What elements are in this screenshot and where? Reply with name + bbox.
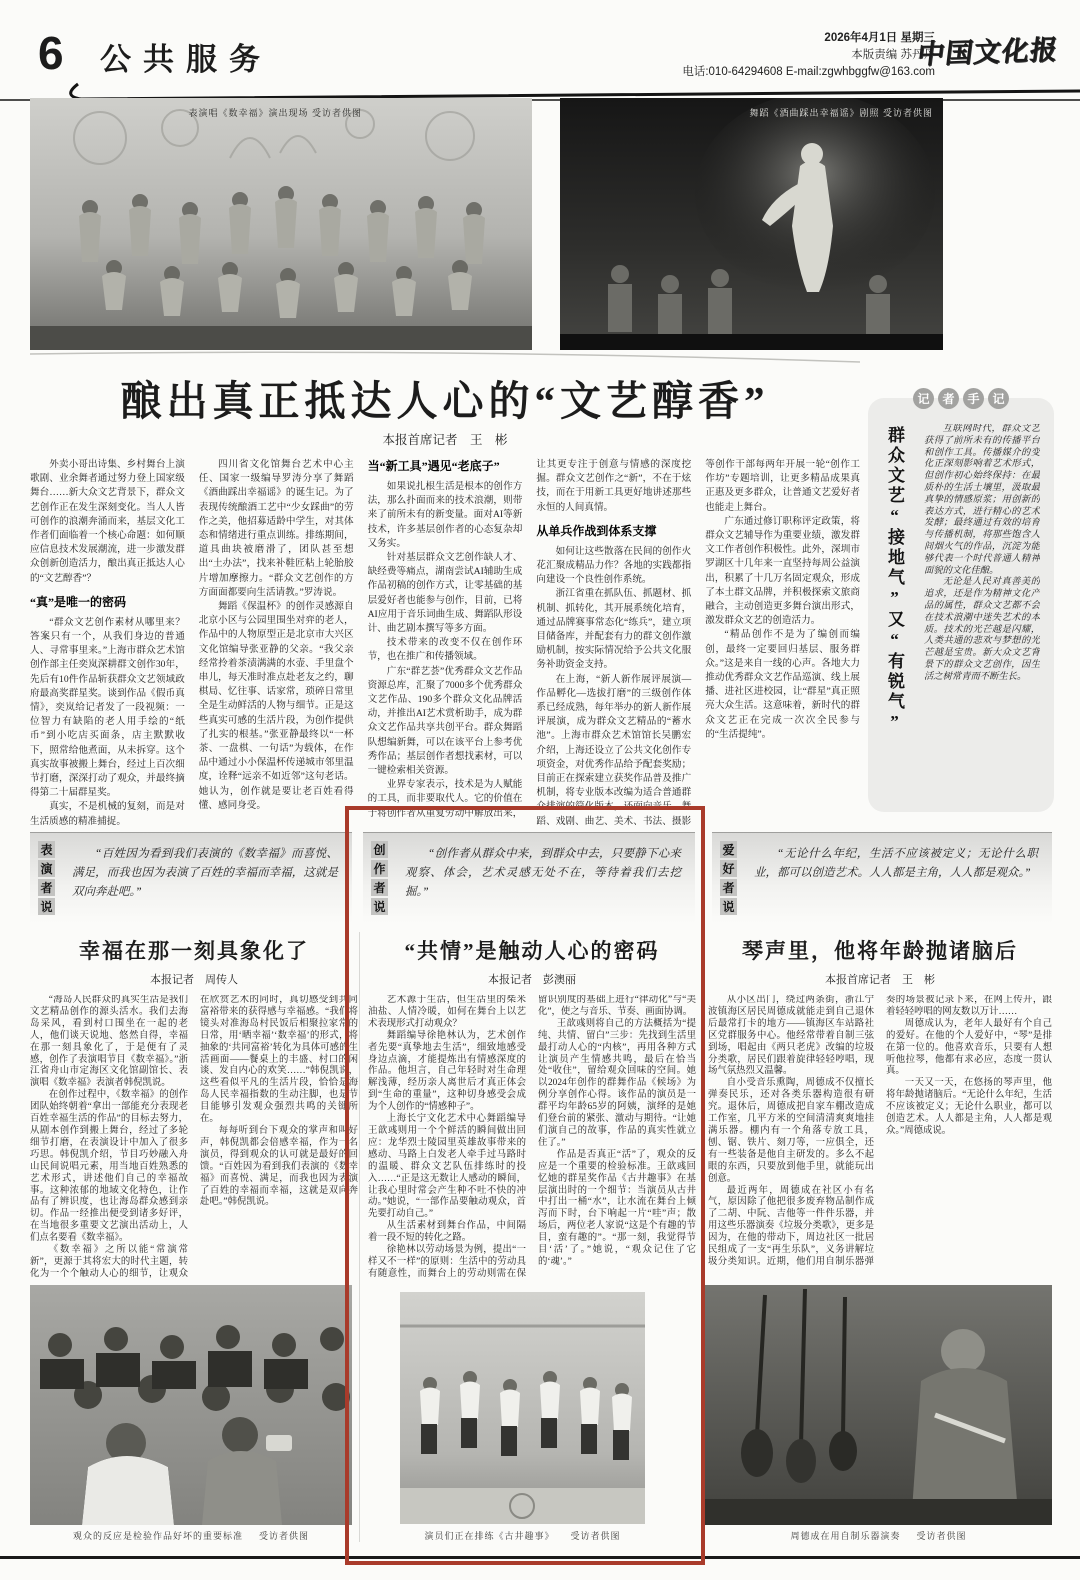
label-char: 好 — [720, 860, 737, 877]
workshop-illustration — [705, 1285, 1052, 1525]
bottom-right-caption — [705, 1529, 1052, 1542]
paragraph: 四川省文化馆舞台艺术中心主任、国家一级编导罗涛分享了舞蹈《酒曲踩出幸福谣》的诞生记。为了表现传统酿酒工艺中“少女踩曲”的劳作之美，他招募适龄中学生，对其体态和情绪进行重点训练。排练期间，道具曲块被磨滑了，团队甚至想出“土办法”，找来补鞋匠粘上轮胎胶片增加摩擦力。“群众文艺创作的方方面面都要向生活请教。”罗涛说。 — [198, 459, 354, 598]
section-subhead: 从单兵作战到体系支撑 — [536, 523, 657, 538]
page-number: 6 — [38, 27, 64, 79]
paragraph: 浙江省重在抓队伍、抓题材、抓机制、抓转化，其开展系统化培育，通过品牌赛事常态化“练兵”，建立项目储备库，并配套有力的群文创作激励机制，按实际情况给予公共文化服务补助资金支持。 — [536, 588, 692, 671]
paragraph: 外卖小哥出诗集、乡村舞台上演歌剧、业余舞者通过努力登上国家级舞台……新大众文艺背景下，群众文艺创作正在发生深刻变化。当人人皆可创作的浪潮奔涌而来，基层文化工作者们面临着一个核心命题：如何顺应信息技术发展潮流，进一步激发群众创新创造活力，酿出真正抵达人心的“文艺醇香”？ — [30, 459, 185, 584]
paragraph: 徐艳林以劳动场景为例，提出“一样又不一样”的原则：生活中的劳动具有随意性，而舞台上的劳动则需在保留识别度的基础上进行“律动化”与“美化”，使之与音乐、节奏、画面协调。 — [368, 995, 696, 1279]
editor-line: 本版责编 苏丹丹 — [851, 49, 935, 61]
paragraph: 从生活素材到舞台作品，中间隔着一段不短的转化之路。 — [368, 1221, 526, 1244]
paragraph: “群众文艺创作素材从哪里来？答案只有一个，从我们身边的普通人、寻常事里来。”上海市群众艺术馆创作部主任奕岚深耕群文创作30年，先后有10件作品斩获群众文艺领域政府最高奖群星奖。谈到作品《假币真情》，奕岚给记者发了一段视频：一位智力有缺陷的老人用手绘的“纸币”到小吃店买面条，店主默默收下，照常给他煮面，从未拆穿。这个真实故事被搬上舞台，经过上百次细节打磨，深深打动了观众，并最终摘得第二十届群星奖。 — [30, 616, 185, 799]
article-body — [708, 995, 1052, 1283]
page-bottom-rule — [0, 1556, 1080, 1559]
main-article-body — [30, 458, 860, 830]
caption-credit: 受访者供图 — [570, 1531, 621, 1541]
paragraph: 业界专家表示，技术是为人赋能的工具，而非要取代人。它的价值在于将创作者从重复劳动中解放出来，让其更专注于创意与情感的深度挖掘。群众文艺创作之“新”，不在于炫技，而在于用新工具更好地讲述那些永恒的人间真情。 — [367, 459, 692, 819]
dance-illustration — [560, 98, 943, 350]
section-subhead: 当“新工具”遇见“老底子” — [367, 459, 500, 473]
paragraph: 艺术源于生活，但生活里的柴米油盐、人情冷暖，如何在舞台上以艺术表现形式打动观众？ — [368, 995, 526, 1029]
paragraph: “海岛人民群众的真实生活是我们文艺精品创作的源头活水。我们去海岛采风，看到村口围坐在一起的老人，他们谈天说地、悠然自得，幸福在那一刻具象化了，于是便有了灵感，创作了表演唱节目《数幸福》。”浙江省舟山市定海区文化馆副馆长、表演唱《数幸福》表演者韩倪凯说。 — [30, 995, 188, 1089]
article-empathy — [368, 935, 696, 1285]
label-char: 者 — [720, 879, 737, 896]
label-char: 创 — [371, 841, 388, 858]
paragraph: 在创作过程中，《数幸福》的创作团队始终朝着“拿出一部能充分表现老百姓幸福生活的作品”的目标去努力，从剧本创作到搬上舞台，经过了多轮细节打磨，在表演设计中加入了很多巧思。韩倪凯介绍，节目巧妙融入舟山民间说唱元素，用当地百姓熟悉的艺术形式，讲述他们自己的幸福故事。这种浓郁的地域文化特色，让作品有了辨识度，也让海岛群众感到亲切。作品一经推出便受到诸多好评，在当地很多重要文艺演出活动上，人们点名要看《数幸福》。 — [30, 1090, 188, 1244]
badge-char: 者 — [938, 388, 959, 409]
paragraph: 每每听到台下观众的掌声和叫好声，韩倪凯都会倍感幸福，作为一名演员，得到观众的认可就是最好的回馈。“百姓因为看到我们表演的《数幸福》而喜悦、满足，而我也因为表演了百姓的幸福而幸福，这就是双向奔赴吧。”韩倪凯说。 — [200, 1125, 358, 1208]
paragraph: 舞蹈编导徐艳林认为，艺术创作者先要“真挚地去生活”，细致地感受身边点滴，才能提炼出有情感深度的作品。他坦言，自己年轻时对生命理解浅薄，经历亲人离世后才真正体会到“生命的重量”，这种切身感受会成为个人创作的“情感种子”。 — [368, 1030, 526, 1113]
photo-dance-drama — [560, 98, 943, 350]
audience-illustration — [30, 1285, 352, 1525]
header-info — [560, 30, 935, 81]
paragraph: 广东通过修订职称评定政策，将群众文艺辅导作为重要业绩，激发群文工作者创作积极性。此外，深圳市罗湖区十几年来一直坚持每周公益演出，积累了十几万名固定观众，形成了本土群文品牌，并积极探索文旅商融合，主动创造更多舞台演出形式，激发群众文艺的创造活力。 — [705, 515, 860, 627]
label-char: 作 — [371, 860, 388, 877]
article-title: 琴声里，他将年龄抛诸脑后 — [742, 939, 1018, 963]
main-headline: 酿出真正抵达人心的“文艺醇香” — [120, 378, 770, 424]
performer-label — [38, 841, 55, 915]
quote-box-enthusiast — [712, 832, 1052, 923]
performer-quote: “百姓因为看到我们表演的《数幸福》而喜悦、满足，而我也因为表演了百姓的幸福而幸福，这就是双向奔赴吧。” — [72, 848, 338, 898]
paragraph: 周德成认为，老年人最好有个自己的爱好。在他的个人爱好中，“琴”是排在第一位的。他喜欢音乐，只要有人想听他拉琴，他都有求必应，态度一贯认真。 — [886, 1018, 1052, 1077]
label-char: 者 — [371, 879, 388, 896]
paragraph: 上海长宁文化艺术中心舞蹈编导王歆彧则用一个个鲜活的瞬间做出回应：龙华烈士陵园里英雄故事带来的感动、马路上白发老人牵手过马路时的温暖、群众文艺队伍排练时的投入……“正是这无数让人感动的瞬间，让我心里时常会产生种不吐不快的冲动。”她说，“一部作品要触动观众，首先要打动自己。” — [368, 1114, 526, 1220]
article-byline: 本报记者 周传人 — [150, 974, 238, 986]
choir-illustration — [30, 98, 532, 350]
paragraph: 在上海，“新人新作展评展演—作品孵化—选拔打磨”的三级创作体系已经成熟，每年举办的新人新作展评展演，成为群众文艺精品的“蓄水池”。上海市群众艺术馆馆长吴鹏宏介绍，上海还设立了公共文化创作专项资金，对优秀作品给予配套奖励；目前正在探索建立获奖作品普及推广机制，将专业版本改编为适合普通群众排演的简化版本，还面向音乐、舞蹈、戏剧、曲艺、美术、书法、摄影等创作干部每两年开展一轮“创作工作坊”专题培训，让更多精品成果真正惠及更多群众，让普通文艺爱好者也能走上舞台。 — [536, 459, 860, 827]
paragraph: 广东“群艺荟”优秀群众文艺作品资源总库，汇聚了7000多个优秀群众文艺作品、190多个群众文化品牌活动，并推出AI艺术赏析助手，成为群众文艺作品共享共创平台。群众舞蹈队想编新舞，可以在该平台上参考优秀作品；基层创作者想找素材，可以一键检索相关资源。 — [367, 665, 523, 777]
reporter-notes-badge — [868, 388, 1054, 409]
issue-date: 2026年4月1日 星期三 — [824, 32, 935, 44]
article-happiness — [30, 935, 358, 1285]
caption-text: 周德成在用自制乐器演奏 — [790, 1531, 901, 1541]
caption-text: 演员们正在排练《古井趣事》 — [424, 1531, 555, 1541]
main-byline: 本报首席记者 王 彬 — [382, 433, 508, 447]
paragraph: 技术带来的改变不仅在创作环节，也在推广和传播领域。 — [367, 637, 523, 663]
section-subhead: “真”是唯一的密码 — [30, 594, 127, 609]
paragraph: 最近两年，周德成在社区小有名气，原因除了他把很多废弃物品制作成了二胡、中阮、吉他等一件件乐器，并用这些乐器演奏《垃圾分类歌》，更多是因为，在他的带动下，周边社区一批居民组成了一支“再生乐队”，义务讲解垃圾分类知识。近期，他们用自制乐器弹奏的场景被记录下来，在网上传开，跟着轻轻哼唱的网友数以万计…… — [708, 995, 1052, 1267]
paragraph: 自小受音乐熏陶，周德成不仅擅长弹奏民乐，还对各类乐器构造很有研究。退休后，周德成把自家车棚改造成工作室，几平方米的空间清清爽爽地挂满乐器。棚内有一个角落专放工具，刨、锯、铁片、刻刀等，一应俱全，还有一些装备是他自主研发的。多么不起眼的东西，只要放到他手里，就能玩出创意。 — [708, 1078, 874, 1184]
column-divider — [701, 932, 702, 1542]
article-body — [30, 995, 358, 1283]
photo-caption — [188, 106, 362, 119]
paragraph: 《数幸福》之所以能“常演常新”，更源于其将宏大的时代主题，转化为一个个触动人心的细节，让观众在欣赏艺术的同时，真切感受到共同富裕带来的获得感与幸福感。“我们将镜头对准海岛村民饭后相聚拉家常的日常，用‘晒幸福’‘数幸福’的形式，将抽象的‘共同富裕’转化为具体可感的生活画面——餐桌上的丰盛、村口的闲谈、发自内心的欢笑……”韩倪凯说，这些看似平凡的生活片段，恰恰是海岛人民幸福指数的生动注脚，也是节目能够引发观众强烈共鸣的关键所在。 — [30, 995, 358, 1279]
article-byline: 本报记者 彭澳丽 — [488, 974, 576, 986]
reporter-notes-title: 群众文艺“接地气”又“有锐气” — [885, 426, 904, 734]
contact-line: 电话:010-64294608 E-mail:zgwhbggfw@163.com — [682, 66, 935, 78]
caption-credit: 受访者供图 — [916, 1531, 967, 1541]
rehearsal-illustration — [400, 1292, 645, 1524]
bottom-middle-caption — [400, 1529, 645, 1542]
paragraph: 真实，不是机械的复刻，而是对生活质感的精准捕捉。 — [30, 801, 185, 827]
enthusiast-label — [720, 841, 737, 915]
reporter-notes-box — [868, 392, 1054, 812]
creator-label — [371, 841, 388, 915]
badge-char: 记 — [913, 388, 934, 409]
label-char: 表 — [38, 841, 55, 858]
label-char: 说 — [371, 898, 388, 915]
article-qin-music — [708, 935, 1052, 1285]
caption-text: 表演唱《数幸福》演出现场 — [188, 108, 309, 118]
label-char: 者 — [38, 879, 55, 896]
quote-box-creator — [363, 832, 695, 923]
badge-char: 手 — [963, 388, 984, 409]
photo-choir-performance — [30, 98, 532, 350]
section-title: 公共服务 — [100, 42, 272, 77]
caption-credit: 受访者供图 — [311, 108, 362, 118]
paragraph: “精品创作不是为了编创而编创，最终一定要回归基层、服务群众。”这是来自一线的心声。各地大力推动优秀群众文艺作品巡演、线上展播、进社区进校园，让“群星”真正照亮大众生活。这意味着，新时代的群众文艺正在完成一次次全民参与的“生活提纯”。 — [705, 629, 860, 740]
caption-text: 观众的反应是检验作品好坏的重要标准 — [72, 1531, 243, 1541]
reporter-notes-body — [924, 424, 1040, 800]
paragraph: 从小区出门，绕过两条街，浙江宁波镇海区居民周德成就能走到自己退休后最常打卡的地方——镇海区车站路社区党群服务中心。他经常带着自制三弦到场，唱起由《两只老虎》改编的垃圾分类歌，居民们跟着旋律轻轻哼唱，现场气氛热烈又温馨。 — [708, 995, 874, 1077]
article-body — [368, 995, 696, 1283]
label-char: 爱 — [720, 841, 737, 858]
column-divider — [359, 932, 360, 1542]
badge-char: 记 — [988, 388, 1009, 409]
paragraph: 针对基层群众文艺创作缺人才、缺经费等痛点，湖南尝试AI辅助生成作品初稿的创作方式，让零基础的基层爱好者也能参与创作，目前，已将AI应用于音乐词曲生成、舞蹈队形设计、曲艺剧本撰写等多方面。 — [367, 552, 523, 635]
caption-credit: 受访者供图 — [259, 1531, 310, 1541]
bottom-left-caption — [30, 1529, 352, 1542]
caption-credit: 受访者供图 — [882, 108, 933, 118]
paragraph: 如果说扎根生活是根本的创作方法，那么扑面而来的技术浪潮，则带来了前所未有的新变量。面对AI等新技术，许多基层创作者的心态复杂却又务实。 — [367, 481, 523, 549]
article-title: 幸福在那一刻具象化了 — [79, 939, 309, 963]
photo-rehearsal — [400, 1292, 645, 1524]
paragraph: 舞蹈《保温杯》的创作灵感源自北京小区与公园里围坐对弈的老人，作品中的人物原型正是北京市大兴区文化馆编导张亚静的父亲。“我父亲经常拎着茶渍满满的水壶、手里盘个串儿，每天准时准点赴老友之约，聊棋局、忆往事、话家常，琐碎日常里全是生动鲜活的人物与细节。正是这些真实可感的生活片段，为创作提供了扎实的根基。”张亚静最终以“一杯茶、一盘棋、一句话”为载体，在作品中通过小小保温杯传递城市邻里温度，诠释“远亲不如近邻”这句老话。她认为，创作就是要让老百姓看得懂、感同身受。 — [198, 601, 354, 811]
paragraph: 作品是否真正“活”了，观众的反应是一个重要的检验标准。王歆彧回忆她的群星奖作品《古井趣事》在基层演出时的一个细节：当演员从古井中打出一桶“水”，让水流在舞台上倾泻而下时，台下响起一片“哇”声；散场后，两位老人家说“这是个有趣的节目，蛮有趣的”。“那一刻，我觉得节目‘活’了。”她说，“观众记住了它的‘魂’。” — [538, 1149, 696, 1267]
photo-caption — [749, 106, 933, 119]
article-byline: 本报首席记者 王 彬 — [825, 974, 935, 986]
quote-box-performer — [30, 832, 352, 923]
headline-swoosh — [30, 348, 860, 368]
caption-text: 舞蹈《酒曲踩出幸福谣》剧照 — [749, 108, 880, 118]
enthusiast-quote: “无论什么年纪，生活不应该被定义；无论什么职业，都可以创造艺术。人人都是主角，人人都是观众。” — [754, 848, 1038, 879]
photo-instrument-maker — [705, 1285, 1052, 1525]
paragraph: 王歆彧则将自己的方法概括为“提纯、共情、留白”三步：先找到生活里最打动人心的“内核”，再用各种方式让演员产生情感共鸣，最后在恰当处“收住”，留给观众回味的空间。她以2024年创作的群舞作品《候场》为例分享创作心得。该作品的演员是一群平均年龄65岁的阿姨，演绎的是她们登台前的紧张、激动与期待。“让她们演自己的故事，作品的真实性就立住了。” — [538, 1018, 696, 1148]
label-char: 说 — [720, 898, 737, 915]
paragraph: 互联网时代，群众文艺获得了前所未有的传播平台和创作工具。传播媒介的变化正深刻影响着艺术形式，但创作初心始终保持：在最质朴的生活土壤里，汲取最真挚的情感原浆；用创新的表达方式，进行精心的艺术发酵；最终通过有效的培育与传播机制，将那些饱含人间烟火气的作品，沉淀为能够代表一个时代普通人精神面貌的文化佳酿。 — [924, 424, 1040, 576]
paragraph: 无论是人民对真善美的追求，还是作为精神文化产品的属性，群众文艺都不会在技术浪潮中迷失艺术的本质。技术的光芒越是闪耀，人类共通的悲欢与梦想的光芒越是宝贵。新大众文艺背景下的群众文艺创作，因生活之树常青而不断生长。 — [924, 577, 1040, 682]
photo-audience — [30, 1285, 352, 1525]
creator-quote: “创作者从群众中来，到群众中去，只要静下心来观察、体会，艺术灵感无处不在，等待着我们去挖掘。” — [405, 848, 681, 898]
label-char: 演 — [38, 860, 55, 877]
article-title: “共情”是触动人心的密码 — [404, 939, 660, 963]
label-char: 说 — [38, 898, 55, 915]
paragraph: 如何让这些散落在民间的创作火花汇聚成精品力作？各地的实践都指向建设一个良性创作系统。 — [536, 545, 692, 586]
paragraph: 一天又一天，在悠扬的琴声里，他将年龄抛诸脑后。“无论什么年纪，生活不应该被定义；无论什么职业，都可以创造艺术。人人都是主角，人人都是观众。”周德成说。 — [886, 1078, 1052, 1136]
newspaper-masthead: 中国文化报 — [915, 34, 1060, 70]
